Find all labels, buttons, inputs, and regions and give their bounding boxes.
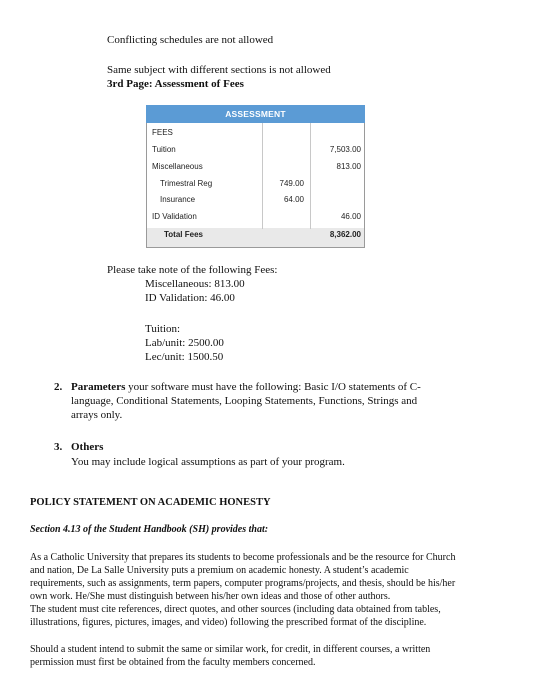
policy-p1-line: own work. He/She must distinguish between his/her own ideas and those of other authors. [30, 591, 391, 602]
text-conflicting-schedules: Conflicting schedules are not allowed [107, 34, 274, 46]
row-id-validation-label: ID Validation [152, 212, 197, 221]
fees-note-idval: ID Validation: 46.00 [145, 292, 235, 304]
row-total-value: 8,362.00 [329, 230, 361, 239]
policy-section: Section 4.13 of the Student Handbook (SH) provides that: [30, 524, 269, 535]
row-misc-value: 813.00 [336, 162, 361, 171]
column-divider-2 [310, 123, 311, 229]
fees-note-misc: Miscellaneous: 813.00 [145, 278, 245, 290]
fees-note-intro: Please take note of the following Fees: [107, 264, 278, 276]
assessment-header: ASSESSMENT [146, 105, 365, 123]
parameters-line2: language, Conditional Statements, Looping Statements, Functions, Strings and [71, 395, 418, 407]
row-trimestral-value: 749.00 [279, 179, 304, 188]
policy-paragraph-2 [30, 643, 508, 669]
row-total-label: Total Fees [164, 230, 203, 239]
parameters-number: 2. [54, 381, 63, 393]
text-same-subject: Same subject with different sections is not allowed [107, 64, 331, 76]
others-text: You may include logical assumptions as part of your program. [71, 456, 345, 468]
others-number: 3. [54, 441, 63, 453]
page3-title: 3rd Page: Assessment of Fees [107, 78, 244, 90]
policy-p1-line: illustrations, figures, pictures, images, and video) following the prescribed format of the discipline. [30, 617, 427, 628]
parameters-line1 [71, 380, 421, 394]
fees-note-lab: Lab/unit: 2500.00 [145, 337, 224, 349]
column-divider-1 [262, 123, 263, 229]
row-tuition-value: 7,503.00 [329, 145, 361, 154]
others-title: Others [71, 441, 104, 453]
row-insurance-label: Insurance [160, 195, 196, 204]
fees-label: FEES [152, 128, 173, 137]
parameters-line3: arrays only. [71, 409, 123, 421]
fees-note-lec: Lec/unit: 1500.50 [145, 351, 224, 363]
policy-paragraph-1 [30, 551, 508, 629]
policy-p1-line: requirements, such as assignments, term papers, computer programs/projects, and thesis, should be his/her [30, 578, 456, 589]
policy-p2-line: permission must first be obtained from the faculty members concerned. [30, 657, 316, 668]
fees-note-tuition-label: Tuition: [145, 323, 181, 335]
parameters-bold: Parameters [71, 381, 126, 393]
assessment-table [146, 105, 365, 247]
parameters-line1-text: your software must have the following: Basic I/O statements of C- [125, 381, 421, 393]
row-id-validation-value: 46.00 [340, 212, 361, 221]
policy-p1-line: and nation, De La Salle University puts a premium on academic honesty. A student’s academic [30, 565, 409, 576]
row-insurance-value: 64.00 [283, 195, 304, 204]
row-misc-label: Miscellaneous [152, 162, 203, 171]
row-tuition-label: Tuition [152, 145, 176, 154]
policy-p2-line: Should a student intend to submit the same or similar work, for credit, in different courses, a written [30, 644, 431, 655]
row-trimestral-label: Trimestral Reg [160, 179, 213, 188]
policy-title: POLICY STATEMENT ON ACADEMIC HONESTY [30, 497, 271, 508]
policy-p1-line: As a Catholic University that prepares its students to become professionals and be the resource for Church [30, 552, 456, 563]
policy-p1-line: The student must cite references, direct quotes, and other sources (including data obtained from tables, [30, 604, 441, 615]
